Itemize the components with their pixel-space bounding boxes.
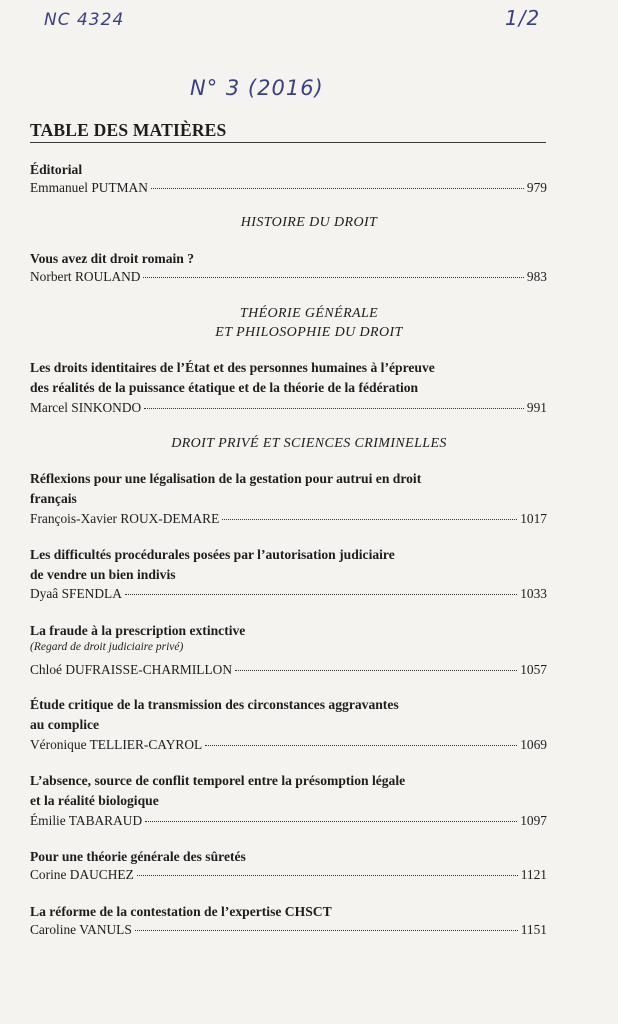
entry-author-line (30, 812, 547, 830)
entry-title-line: français (30, 491, 77, 506)
handwritten-page-count: 1/2 (505, 6, 541, 30)
entry-title-line: Réflexions pour une légalisation de la gestation pour autrui en droit (30, 471, 422, 486)
entry-author-line (30, 866, 547, 884)
entry-author-line (30, 585, 547, 603)
entry-title-line: Les droits identitaires de l’État et des personnes humaines à l’épreuve (30, 360, 435, 375)
entry-author: Corine DAUCHEZ (30, 867, 134, 882)
dot-leader (137, 875, 518, 876)
entry-author: François-Xavier ROUX-DEMARE (30, 511, 220, 526)
section-heading: HISTOIRE DU DROIT (240, 215, 378, 230)
entry-author: Émilie TABARAUD (30, 813, 143, 828)
entry-page: 1121 (520, 867, 547, 882)
entry-title: Éditorial (30, 162, 83, 177)
entry-subtitle-note: (Regard de droit judiciaire privé) (30, 641, 184, 653)
entry-author: Norbert ROULAND (30, 269, 141, 284)
handwritten-reference: NC 4324 (44, 10, 125, 30)
entry-title: Vous avez dit droit romain ? (30, 251, 195, 266)
entry-title-line: Les difficultés procédurales posées par l’autorisation judiciaire (30, 547, 395, 562)
dot-leader (144, 408, 524, 409)
section-heading: THÉORIE GÉNÉRALE (239, 306, 379, 321)
dot-leader (222, 519, 517, 520)
entry-title-line: de vendre un bien indivis (30, 567, 176, 582)
dot-leader (235, 670, 517, 671)
entry-author: Véronique TELLIER-CAYROL (30, 737, 203, 752)
entry-page: 1151 (520, 922, 547, 937)
toc-heading: TABLE DES MATIÈRES (30, 120, 227, 140)
entry-page: 991 (526, 400, 547, 415)
section-heading: DROIT PRIVÉ ET SCIENCES CRIMINELLES (171, 436, 447, 451)
heading-rule (30, 142, 546, 143)
entry-page: 1017 (520, 511, 547, 526)
dot-leader (145, 821, 517, 822)
entry-title: La fraude à la prescription extinctive (30, 623, 246, 638)
entry-author-line (30, 661, 547, 679)
entry-author-line (30, 510, 547, 528)
entry-author-line (30, 736, 547, 754)
entry-author: Emmanuel PUTMAN (30, 180, 148, 195)
entry-title: La réforme de la contestation de l’expertise CHSCT (30, 904, 332, 919)
section-heading-continued: ET PHILOSOPHIE DU DROIT (215, 325, 403, 340)
entry-title-line: Étude critique de la transmission des circonstances aggravantes (30, 697, 399, 712)
entry-author: Chloé DUFRAISSE-CHARMILLON (30, 662, 232, 677)
entry-page: 983 (526, 269, 547, 284)
entry-author: Marcel SINKONDO (30, 400, 142, 415)
entry-page: 1069 (520, 737, 547, 752)
entry-title: Pour une théorie générale des sûretés (30, 849, 246, 864)
dot-leader (125, 594, 517, 595)
dot-leader (205, 745, 517, 746)
entry-author-line (30, 268, 547, 286)
entry-page: 1097 (520, 813, 547, 828)
entry-title-line: et la réalité biologique (30, 793, 159, 808)
entry-page: 1033 (520, 586, 547, 601)
entry-author: Caroline VANULS (30, 922, 132, 937)
entry-page: 979 (526, 180, 547, 195)
dot-leader (135, 930, 518, 931)
entry-author-line (30, 921, 547, 939)
entry-author-line (30, 179, 547, 197)
entry-author: Dyaâ SFENDLA (30, 586, 122, 601)
entry-title-line: des réalités de la puissance étatique et de la théorie de la fédération (30, 380, 419, 395)
entry-author-line (30, 399, 547, 417)
entry-title-line: L’absence, source de conflit temporel entre la présomption légale (30, 773, 406, 788)
entry-page: 1057 (520, 662, 547, 677)
handwritten-issue-number: N° 3 (2016) (190, 76, 324, 100)
dot-leader (143, 277, 523, 278)
entry-title-line: au complice (30, 717, 100, 732)
dot-leader (151, 188, 524, 189)
